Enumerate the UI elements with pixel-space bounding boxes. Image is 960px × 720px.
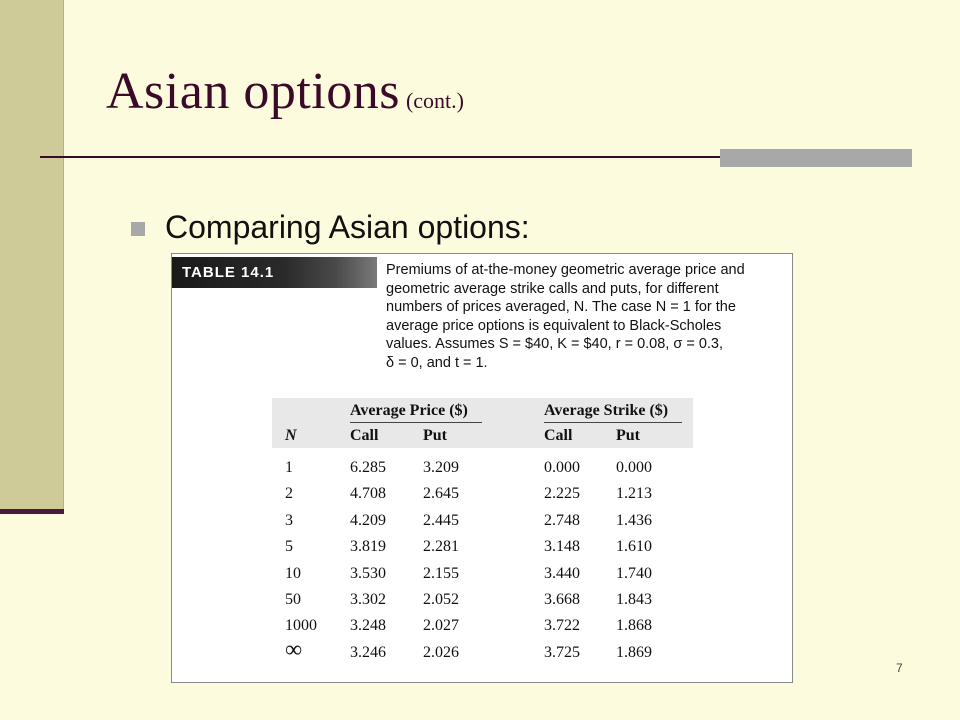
table-cell-price-call: 4.209 <box>350 511 386 529</box>
bullet-square-icon <box>131 222 145 236</box>
table-cell-strike-put: 1.610 <box>616 538 652 556</box>
left-accent-bar-foot <box>0 509 64 514</box>
table-cell-strike-put: 1.869 <box>616 643 652 661</box>
group-header-average-price: Average Price ($) <box>350 402 468 419</box>
table-cell-n: 50 <box>285 591 301 608</box>
slide-title-suffix: (cont.) <box>405 88 464 113</box>
table-cell-n: 1000 <box>285 617 317 635</box>
caption-line: average price options is equivalent to Black-Scholes <box>386 317 722 334</box>
table-cell-n: 3 <box>285 511 293 529</box>
page-number: 7 <box>896 661 903 675</box>
table-cell-strike-put: 1.213 <box>616 485 652 503</box>
table-cell-price-put: 2.281 <box>423 538 459 556</box>
table-cell-price-put: 2.645 <box>423 485 459 503</box>
slide-title <box>106 62 464 121</box>
table-cell-price-put: 3.209 <box>423 459 459 476</box>
table-cell-price-call: 4.708 <box>350 485 386 503</box>
table-figure <box>171 253 793 683</box>
table-cell-n: ∞ <box>285 636 303 663</box>
table-cell-price-call: 6.285 <box>350 459 386 476</box>
table-cell-strike-call: 3.440 <box>544 564 580 582</box>
table-cell-price-call: 3.530 <box>350 564 386 582</box>
table-cell-n: 2 <box>285 485 293 503</box>
table-cell-price-put: 2.445 <box>423 511 459 529</box>
table-cell-n: 1 <box>285 459 293 476</box>
column-header-price-put: Put <box>423 427 447 444</box>
table-cell-price-call: 3.248 <box>350 617 386 635</box>
column-header-n: N <box>285 427 297 444</box>
group-header-average-strike: Average Strike ($) <box>544 402 669 419</box>
slide-title-main: Asian options <box>106 63 400 120</box>
caption-line: Premiums of at-the-money geometric average price and <box>386 262 745 278</box>
table-cell-strike-call: 3.725 <box>544 643 580 661</box>
table-cell-strike-call: 0.000 <box>544 459 580 476</box>
table-cell-price-put: 2.027 <box>423 617 459 635</box>
table-cell-strike-put: 0.000 <box>616 459 652 476</box>
caption-line: δ = 0, and t = 1. <box>386 354 488 371</box>
table-cell-price-put: 2.052 <box>423 591 459 608</box>
table-cell-price-call: 3.302 <box>350 591 386 608</box>
left-accent-bar <box>0 0 64 510</box>
table-cell-strike-call: 3.722 <box>544 617 580 635</box>
table-cell-strike-put: 1.436 <box>616 511 652 529</box>
column-header-strike-call: Call <box>544 427 573 444</box>
group-rule-average-price <box>350 422 482 423</box>
table-cell-price-put: 2.155 <box>423 564 459 582</box>
table-cell-strike-put: 1.843 <box>616 591 652 608</box>
caption-line: geometric average strike calls and puts, for different <box>386 280 719 297</box>
table-cell-strike-call: 2.225 <box>544 485 580 503</box>
table-tag: TABLE 14.1 <box>172 257 377 288</box>
table-cell-strike-call: 3.148 <box>544 538 580 556</box>
table-cell-strike-put: 1.740 <box>616 564 652 582</box>
table-cell-strike-call: 2.748 <box>544 511 580 529</box>
table-cell-n: 5 <box>285 538 293 556</box>
caption-line: numbers of prices averaged, N. The case N = 1 for the <box>386 299 736 315</box>
caption-line: values. Assumes S = $40, K = $40, r = 0.08, σ = 0.3, <box>386 336 724 352</box>
table-cell-strike-call: 3.668 <box>544 591 580 608</box>
table-cell-strike-put: 1.868 <box>616 617 652 635</box>
table-cell-price-call: 3.246 <box>350 643 386 661</box>
table-cell-price-call: 3.819 <box>350 538 386 556</box>
table-cell-price-put: 2.026 <box>423 643 459 661</box>
bullet-text: Comparing Asian options: <box>165 209 530 245</box>
column-header-strike-put: Put <box>616 427 640 444</box>
column-header-price-call: Call <box>350 427 379 444</box>
group-rule-average-strike <box>544 422 682 423</box>
table-caption <box>386 261 786 372</box>
table-cell-n: 10 <box>285 564 301 582</box>
title-rule-block <box>720 149 912 167</box>
